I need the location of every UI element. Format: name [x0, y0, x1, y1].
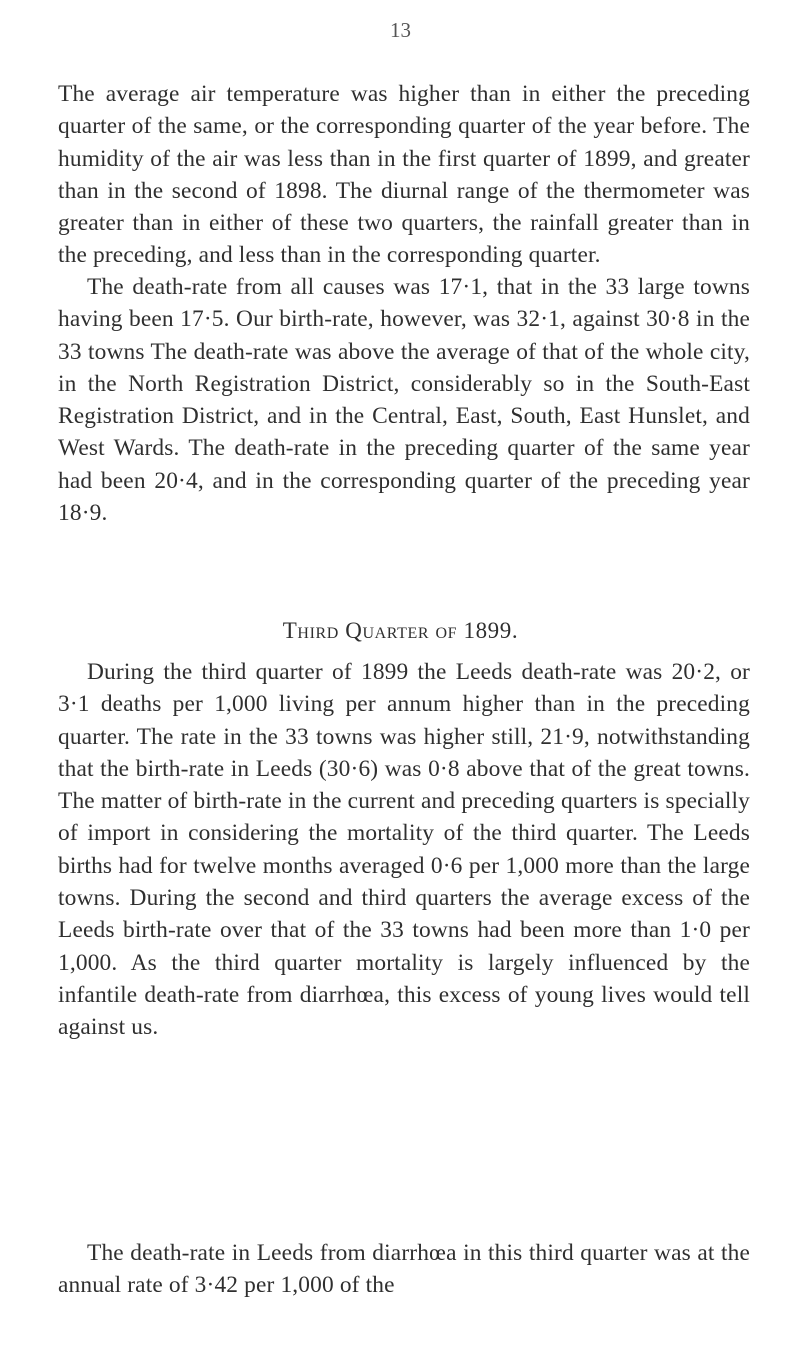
paragraph-diarrhoea — [58, 1237, 750, 1302]
page-number: 13 — [390, 18, 411, 42]
paragraph-weather-text: The average air temperature was higher than in either the preceding quarter of the same, or the corresponding quarter of the year before. The humidity of the air was less than in the first quarter of 1899, and greater than in the second of 1898. The diurnal range of the thermometer was greater than in either of these two quarters, the rainfall greater than in the preceding, and less than in the corresponding quarter. — [58, 81, 750, 269]
paragraph-death-rate-summary — [58, 271, 750, 529]
paragraph-third-quarter — [58, 656, 750, 1044]
paragraph-third-quarter-text: During the third quarter of 1899 the Leeds death-rate was 20·2, or 3·1 deaths per 1,000 living per annum higher than in the preceding quarter. The rate in the 33 towns was higher still, 21·9, notwithstanding that the birth-rate in Leeds (30·6) was 0·8 above that of the great towns. The matter of birth-rate in the current and preceding quarters is specially of import in considering the mortality of the third quarter. The Leeds births had for twelve months averaged 0·6 per 1,000 more than the large towns. During the second and third quarters the average excess of the Leeds birth-rate over that of the 33 towns had been more than 1·0 per 1,000. As the third quarter mortality is largely influenced by the infantile death-rate from diarrhœa, this excess of young lives would tell against us. — [58, 659, 750, 1041]
paragraph-death-rate-summary-text: The death-rate from all causes was 17·1, that in the 33 large towns having been 17·5. Our birth-rate, however, was 32·1, against 30·8 in the 33 towns The death-rate was above the average of that of the whole city, in the North Registration District, considerably so in the South-East Registration District, and in the Central, East, South, East Hunslet, and West Wards. The death-rate in the preceding quarter of the same year had been 20·4, and in the corresponding quarter of the preceding year 18·9. — [58, 274, 750, 527]
paragraph-weather — [58, 78, 750, 272]
section-heading: Third Quarter of 1899. — [282, 618, 519, 643]
paragraph-diarrhoea-text: The death-rate in Leeds from diarrhœa in this third quarter was at the annual rate of 3·42 per 1,000 of the — [58, 1240, 750, 1299]
